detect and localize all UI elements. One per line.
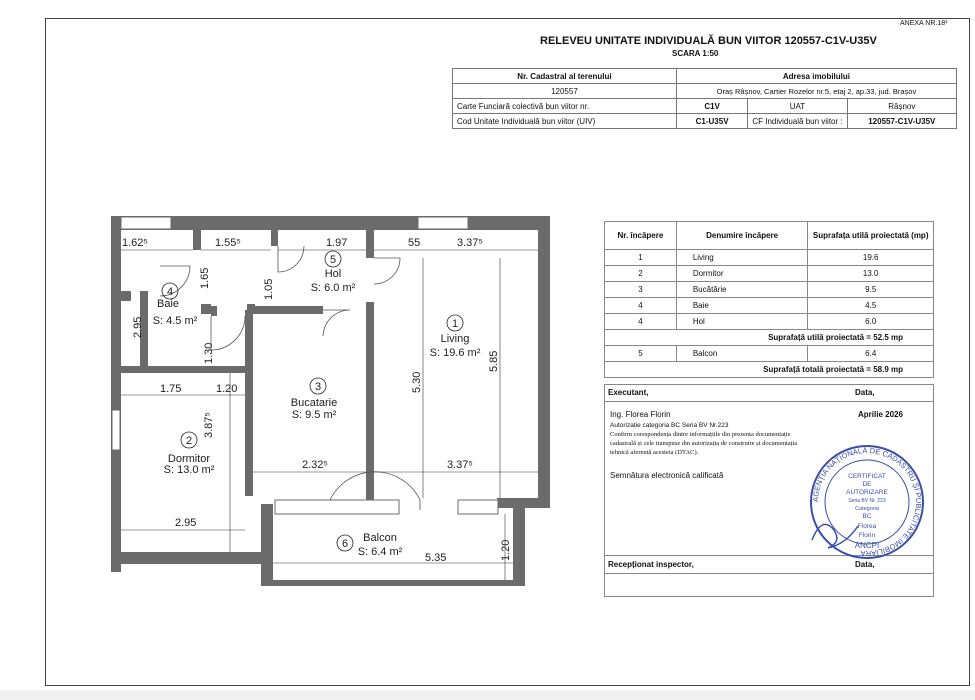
total-area: Suprafață totală proiectată = 58.9 mp bbox=[605, 362, 934, 378]
room-num: 6 bbox=[341, 538, 349, 550]
row-name: Baie bbox=[676, 298, 808, 314]
room-area: S: 9.5 m² bbox=[291, 409, 337, 421]
room-name: Living bbox=[440, 333, 470, 345]
dim-label: 3.87⁵ bbox=[203, 412, 215, 438]
stamp-l4: Seria BV Nr. 223 bbox=[848, 498, 886, 504]
row-name: Bucătărie bbox=[676, 282, 808, 298]
row-name: Dormitor bbox=[676, 266, 808, 282]
nr-cadastral-label: Nr. Cadastral al terenului bbox=[453, 69, 677, 84]
balcon-nr: 5 bbox=[605, 346, 677, 362]
room-name: Dormitor bbox=[167, 453, 211, 465]
dim-label: 1.97 bbox=[326, 237, 348, 249]
dim-label: 5.85 bbox=[488, 350, 500, 372]
dim-label: 2.95 bbox=[175, 517, 197, 529]
row-nr: 2 bbox=[605, 266, 677, 282]
room-num: 3 bbox=[314, 381, 322, 393]
dim-label: 1.55⁵ bbox=[215, 237, 241, 249]
dim-label: 1.65 bbox=[199, 267, 211, 289]
confirm-line-2: cadastrală și cele transpuse din autorizația de construire și documentația bbox=[610, 440, 798, 447]
row-nr: 1 bbox=[605, 250, 677, 266]
dim-label: 1.05 bbox=[263, 278, 275, 300]
room-area: S: 13.0 m² bbox=[163, 464, 215, 476]
row-name: Living bbox=[676, 250, 808, 266]
col-nr-header: Nr. încăpere bbox=[605, 222, 677, 250]
cod-uiv-value: C1-U35V bbox=[676, 114, 747, 129]
room-num: 4 bbox=[166, 286, 174, 298]
data-label: Data, bbox=[855, 388, 875, 397]
dim-label: 1.75 bbox=[160, 383, 182, 395]
stamp-l6: BC bbox=[862, 513, 872, 520]
stamp-l1: CERTIFICAT bbox=[848, 473, 886, 480]
room-num: 2 bbox=[185, 435, 193, 447]
dim-label: 2.95 bbox=[132, 316, 144, 338]
row-area: 19.6 bbox=[808, 250, 934, 266]
bottom-bar bbox=[0, 690, 975, 700]
executant-label: Executant, bbox=[608, 388, 649, 397]
nr-cadastral-value: 120557 bbox=[453, 84, 677, 99]
dim-label: 1.20 bbox=[216, 383, 238, 395]
room-area: S: 6.4 m² bbox=[357, 546, 403, 558]
room-num: 1 bbox=[451, 318, 459, 330]
stamp-l8: Florin bbox=[858, 532, 876, 539]
dim-label: 3.37⁵ bbox=[447, 459, 473, 471]
engineer-name: Ing. Florea Florin bbox=[610, 410, 671, 419]
row-area: 9.5 bbox=[808, 282, 934, 298]
dim-label: 55 bbox=[408, 237, 421, 249]
row-area: 6.0 bbox=[808, 314, 934, 330]
room-name: Baie bbox=[156, 298, 180, 310]
signature-label: Semnătura electronică calificată bbox=[610, 471, 724, 480]
adresa-value: Oraș Râșnov, Cartier Rozelor nr.5, etaj 2, ap.33, jud. Brașov bbox=[676, 84, 956, 99]
room-num: 5 bbox=[329, 254, 337, 266]
dim-label: 1.30 bbox=[203, 342, 215, 364]
cf-individuala-value: 120557-C1V-U35V bbox=[847, 114, 956, 129]
stamp-ring-text: AGENȚIA NAȚIONALĂ DE CADASTRU ȘI PUBLICITATE IMOBILIARĂ bbox=[810, 445, 924, 559]
data2-label: Data, bbox=[855, 560, 875, 569]
cf-colectiva-value: C1V bbox=[676, 99, 747, 114]
cf-individuala-label: CF Individuală bun viitor : bbox=[748, 114, 847, 129]
annex-label: ANEXA NR.18¹ bbox=[900, 20, 948, 27]
stamp-l3: AUTORIZARE bbox=[846, 489, 888, 496]
document-title: RELEVEU UNITATE INDIVIDUALĂ BUN VIITOR 120557-C1V-U35V bbox=[540, 35, 877, 47]
adresa-label: Adresa imobilului bbox=[676, 69, 956, 84]
balcon-area: 6.4 bbox=[808, 346, 934, 362]
confirm-line-3: tehnică aferentă acesteia (DTAC). bbox=[610, 449, 699, 456]
stamp-l2: DE bbox=[862, 481, 872, 488]
uat-value: Râșnov bbox=[847, 99, 956, 114]
row-area: 4.5 bbox=[808, 298, 934, 314]
row-nr: 4 bbox=[605, 298, 677, 314]
room-area: S: 19.6 m² bbox=[429, 347, 481, 359]
row-nr: 4 bbox=[605, 314, 677, 330]
stamp-l9: ANCPI bbox=[854, 541, 880, 550]
dim-label: 2.32⁵ bbox=[302, 459, 328, 471]
uat-label: UAT bbox=[748, 99, 847, 114]
document-date: Aprilie 2026 bbox=[858, 410, 903, 419]
col-suprafata-header: Suprafața utilă proiectată (mp) bbox=[808, 222, 934, 250]
dim-label: 5.30 bbox=[411, 371, 423, 393]
receptionat-label: Recepționat inspector, bbox=[608, 560, 694, 569]
room-area: S: 6.0 m² bbox=[310, 282, 356, 294]
authorization: Autorizație categoria BC Seria BV Nr.223 bbox=[610, 422, 729, 429]
dim-label: 1.20 bbox=[500, 539, 512, 561]
stamp-l5: Categoria bbox=[855, 506, 879, 512]
room-name: Balcon bbox=[363, 532, 397, 544]
row-nr: 3 bbox=[605, 282, 677, 298]
dim-label: 3.37⁵ bbox=[457, 237, 483, 249]
row-area: 13.0 bbox=[808, 266, 934, 282]
row-name: Hol bbox=[676, 314, 808, 330]
total-util: Suprafață utilă proiectată = 52.5 mp bbox=[605, 330, 934, 346]
cod-uiv-label: Cod Unitate Individuală bun viitor (UIV) bbox=[453, 114, 677, 129]
stamp-l7: Florea bbox=[857, 523, 877, 530]
cf-colectiva-label: Carte Funciară colectivă bun viitor nr. bbox=[453, 99, 677, 114]
balcon-name: Balcon bbox=[676, 346, 808, 362]
confirm-line-1: Confirm corespondența dintre informațiile din prezenta documentație bbox=[610, 431, 791, 438]
col-denumire-header: Denumire încăpere bbox=[676, 222, 808, 250]
room-name: Bucatarie bbox=[290, 397, 338, 409]
room-name: Hol bbox=[324, 268, 342, 280]
room-area: S: 4.5 m² bbox=[152, 315, 198, 327]
dim-label: 1.62⁵ bbox=[122, 237, 148, 249]
dim-label: 5.35 bbox=[425, 552, 447, 564]
scale-label: SCARA 1:50 bbox=[672, 49, 719, 58]
